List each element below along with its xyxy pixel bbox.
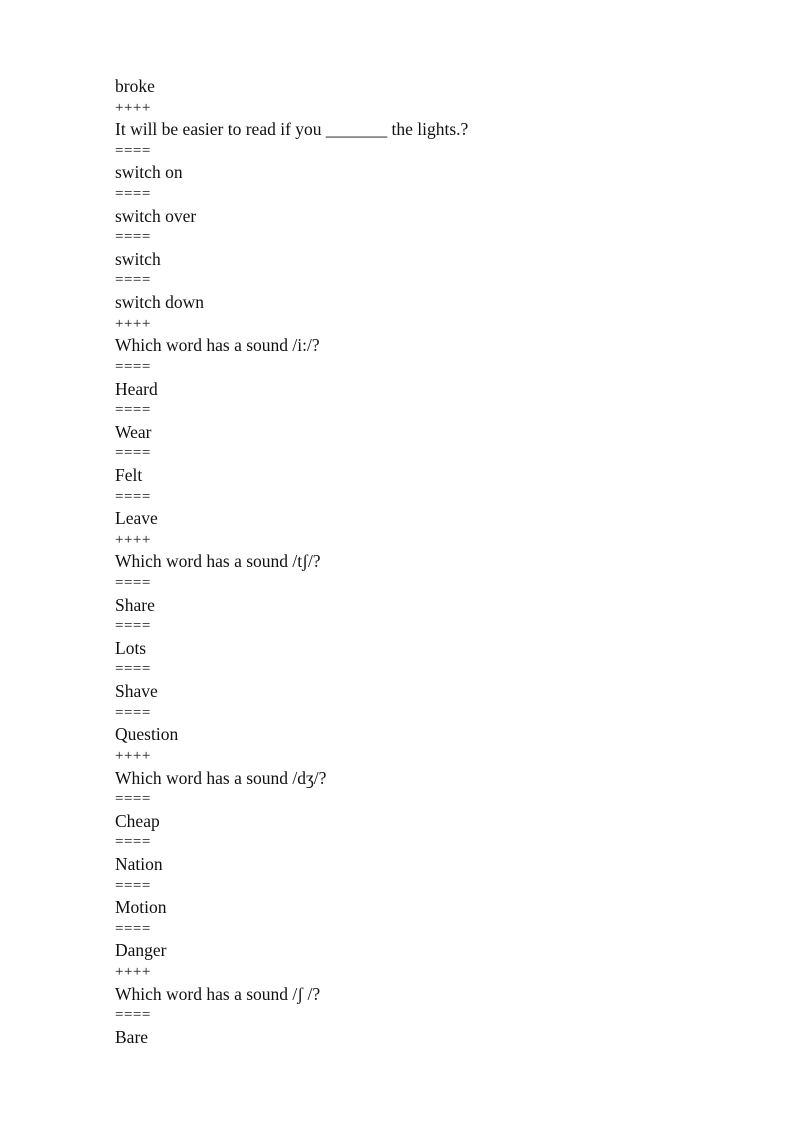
question-separator: ++++ xyxy=(115,531,151,548)
answer-option: Share xyxy=(115,594,155,615)
option-separator: ==== xyxy=(115,791,151,808)
question-text: Which word has a sound /dʒ/? xyxy=(115,767,327,788)
answer-option: switch down xyxy=(115,292,204,313)
option-separator: ==== xyxy=(115,142,151,159)
answer-option: Shave xyxy=(115,681,158,702)
option-separator: ==== xyxy=(115,1007,151,1024)
question-separator: ++++ xyxy=(115,99,151,116)
option-separator: ==== xyxy=(115,661,151,678)
option-separator: ==== xyxy=(115,920,151,937)
answer-option: Leave xyxy=(115,508,158,529)
option-separator: ==== xyxy=(115,575,151,592)
question-separator: ++++ xyxy=(115,747,151,764)
option-separator: ==== xyxy=(115,834,151,851)
question-text: It will be easier to read if you _______ the lights.? xyxy=(115,119,469,140)
answer-option: Cheap xyxy=(115,810,160,831)
option-separator: ==== xyxy=(115,445,151,462)
answer-option: Lots xyxy=(115,637,147,658)
answer-option: Question xyxy=(115,724,179,745)
option-separator: ==== xyxy=(115,186,151,203)
answer-option: broke xyxy=(115,76,155,96)
question-separator: ++++ xyxy=(115,963,151,980)
option-separator: ==== xyxy=(115,229,151,246)
answer-option: Danger xyxy=(115,940,167,961)
option-separator: ==== xyxy=(115,272,151,289)
question-text: Which word has a sound /tʃ/? xyxy=(115,551,321,572)
answer-option: switch on xyxy=(115,162,183,183)
quiz-text-body xyxy=(115,76,755,1048)
option-separator: ==== xyxy=(115,877,151,894)
question-separator: ++++ xyxy=(115,315,151,332)
answer-option: Bare xyxy=(115,1026,149,1047)
option-separator: ==== xyxy=(115,704,151,721)
option-separator: ==== xyxy=(115,358,151,375)
option-separator: ==== xyxy=(115,402,151,419)
answer-option: Motion xyxy=(115,897,167,918)
answer-option: switch xyxy=(115,248,161,269)
option-separator: ==== xyxy=(115,618,151,635)
question-text: Which word has a sound /ʃ /? xyxy=(115,983,321,1004)
answer-option: Felt xyxy=(115,464,143,485)
answer-option: Wear xyxy=(115,421,152,442)
answer-option: Heard xyxy=(115,378,158,399)
option-separator: ==== xyxy=(115,488,151,505)
answer-option: switch over xyxy=(115,205,197,226)
answer-option: Nation xyxy=(115,853,163,874)
question-text: Which word has a sound /i:/? xyxy=(115,335,320,356)
